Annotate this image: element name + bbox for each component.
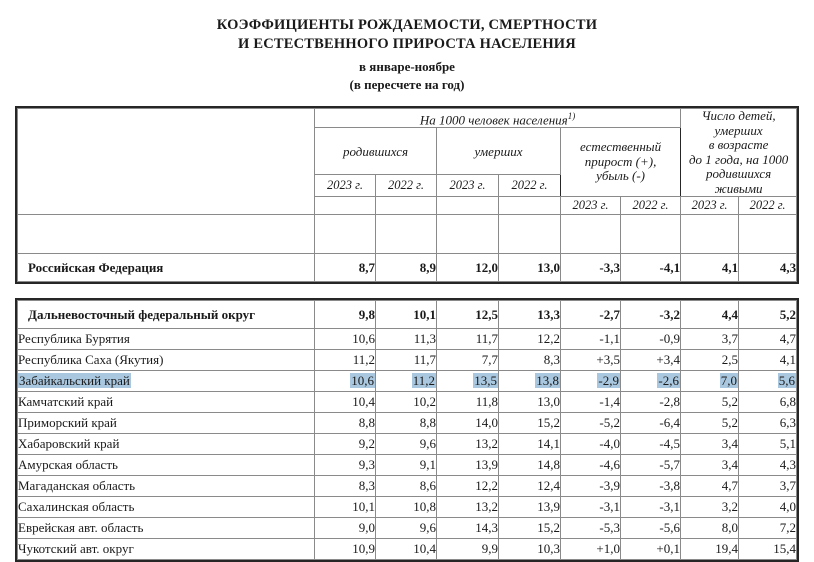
- cell-value: 2,5: [721, 352, 738, 367]
- cell-died-2023: [437, 392, 499, 413]
- cell-value: 14,0: [475, 415, 498, 430]
- table-gap: [0, 284, 814, 298]
- table-row[interactable]: [18, 350, 797, 371]
- cell-natural-2023: [561, 476, 621, 497]
- cell-value: 5,6: [778, 373, 795, 388]
- cell-born-2023: [315, 434, 376, 455]
- row-label-region: [18, 329, 315, 350]
- cell-natural-2022: [621, 518, 681, 539]
- cell-value: 10,4: [413, 541, 436, 556]
- cell-born-2022: [376, 476, 437, 497]
- region-label-text: Приморский край: [18, 415, 117, 430]
- header-per-1000-population: [315, 109, 681, 128]
- header-died-label: умерших: [437, 128, 561, 174]
- cell-born-2022: [376, 371, 437, 392]
- cell-value: -5,2: [599, 415, 620, 430]
- rf-born-2022: 8,9: [376, 254, 437, 282]
- cell-born-2023: [315, 518, 376, 539]
- cell-infant-2022: [739, 392, 797, 413]
- cell-died-2022: [499, 434, 561, 455]
- cell-value: 10,3: [537, 541, 560, 556]
- cell-natural-2022: [621, 455, 681, 476]
- cell-died-2022: [499, 329, 561, 350]
- header-born-2023: 2023 г.: [315, 174, 376, 196]
- header-infant-line-3: в возрасте: [708, 137, 769, 152]
- region-label-text: Амурская область: [18, 457, 118, 472]
- cell-infant-2023: [681, 434, 739, 455]
- header-born-2022: 2022 г.: [376, 174, 437, 196]
- cell-value: -2,9: [598, 373, 619, 388]
- cell-value: 8,6: [419, 478, 436, 493]
- header-row-group1: [18, 109, 797, 128]
- cell-infant-2022: [739, 350, 797, 371]
- cell-infant-2022: [739, 455, 797, 476]
- cell-born-2023: [315, 476, 376, 497]
- rf-natural-2022: -4,1: [621, 254, 681, 282]
- cell-natural-2022: [621, 329, 681, 350]
- cell-value: 9,6: [419, 436, 436, 451]
- header-natural-2023: 2023 г.: [561, 197, 621, 215]
- row-label-region: [18, 455, 315, 476]
- region-label-text: Чукотский авт. округ: [18, 541, 134, 556]
- cell-died-2022: [499, 392, 561, 413]
- cell-value: +3,4: [656, 352, 680, 367]
- national-table-frame: [15, 106, 799, 284]
- cell-born-2023: [315, 329, 376, 350]
- cell-value: 13,5: [474, 373, 497, 388]
- cell-value: 13,2: [475, 499, 498, 514]
- cell-born-2023: [315, 392, 376, 413]
- cell-born-2023: [315, 413, 376, 434]
- cell-value: 10,8: [413, 499, 436, 514]
- cell-born-2022: [376, 434, 437, 455]
- dfo-infant-2022: 5,2: [739, 301, 797, 329]
- cell-value: 13,8: [536, 373, 559, 388]
- header-infant-2023: 2023 г.: [681, 197, 739, 215]
- cell-born-2022: [376, 539, 437, 560]
- cell-value: 8,8: [358, 415, 375, 430]
- cell-natural-2023: [561, 371, 621, 392]
- cell-value: 3,4: [721, 436, 738, 451]
- dfo-died-2022: 13,3: [499, 301, 561, 329]
- cell-value: 10,1: [352, 499, 375, 514]
- cell-value: 19,4: [715, 541, 738, 556]
- cell-infant-2022: [739, 371, 797, 392]
- cell-born-2022: [376, 413, 437, 434]
- cell-natural-2023: [561, 539, 621, 560]
- cell-value: 11,7: [475, 331, 498, 346]
- cell-value: 12,2: [475, 478, 498, 493]
- cell-infant-2022: [739, 413, 797, 434]
- cell-value: -0,9: [659, 331, 680, 346]
- page-title-line-1: КОЭФФИЦИЕНТЫ РОЖДАЕМОСТИ, СМЕРТНОСТИ: [216, 17, 598, 33]
- spacer-infant-2023: [681, 215, 739, 254]
- cell-natural-2023: [561, 413, 621, 434]
- header-born-label: родившихся: [315, 128, 437, 174]
- cell-value: 3,2: [721, 499, 738, 514]
- cell-died-2023: [437, 518, 499, 539]
- cell-born-2023: [315, 497, 376, 518]
- cell-value: 6,3: [779, 415, 796, 430]
- cell-value: 10,2: [413, 394, 436, 409]
- cell-value: 14,1: [537, 436, 560, 451]
- cell-died-2022: [499, 413, 561, 434]
- cell-natural-2023: [561, 455, 621, 476]
- region-label-text: Камчатский край: [18, 394, 114, 409]
- row-label-russian-federation: Российская Федерация: [18, 254, 315, 282]
- header-spacer-born-2023: [315, 197, 376, 215]
- cell-value: -5,7: [659, 457, 680, 472]
- cell-value: -6,4: [659, 415, 680, 430]
- table-row[interactable]: [18, 497, 797, 518]
- cell-infant-2023: [681, 392, 739, 413]
- cell-born-2023: [315, 539, 376, 560]
- table-row[interactable]: [18, 434, 797, 455]
- cell-infant-2023: [681, 476, 739, 497]
- cell-value: -3,8: [659, 478, 680, 493]
- cell-died-2022: [499, 497, 561, 518]
- cell-value: -3,9: [599, 478, 620, 493]
- table-row[interactable]: [18, 413, 797, 434]
- cell-died-2023: [437, 476, 499, 497]
- cell-value: -2,6: [658, 373, 679, 388]
- table-row[interactable]: [18, 476, 797, 497]
- region-label-text: Республика Саха (Якутия): [18, 352, 164, 367]
- header-infant-2022: 2022 г.: [739, 197, 797, 215]
- header-died-2023: 2023 г.: [437, 174, 499, 196]
- table-row-far-eastern-district[interactable]: [18, 301, 797, 329]
- cell-value: 7,0: [720, 373, 737, 388]
- cell-value: 9,9: [481, 541, 498, 556]
- cell-born-2023: [315, 371, 376, 392]
- rf-infant-2023: 4,1: [681, 254, 739, 282]
- cell-value: 8,3: [543, 352, 560, 367]
- cell-infant-2023: [681, 455, 739, 476]
- cell-value: 9,2: [358, 436, 375, 451]
- header-infant-mortality: [681, 109, 797, 197]
- rf-died-2022: 13,0: [499, 254, 561, 282]
- cell-died-2023: [437, 497, 499, 518]
- cell-value: 7,2: [779, 520, 796, 535]
- cell-value: 15,2: [537, 520, 560, 535]
- header-infant-line-4: до 1 года, на 1000: [688, 151, 789, 167]
- cell-value: -1,1: [599, 331, 620, 346]
- cell-infant-2022: [739, 497, 797, 518]
- cell-value: -1,4: [599, 394, 620, 409]
- header-infant-line-5: родившихся: [706, 166, 772, 181]
- row-label-region: [18, 350, 315, 371]
- cell-born-2022: [376, 518, 437, 539]
- rf-died-2023: 12,0: [437, 254, 499, 282]
- cell-infant-2022: [739, 518, 797, 539]
- cell-natural-2022: [621, 350, 681, 371]
- header-natural-line-2: прирост (+),: [584, 153, 657, 169]
- cell-value: -4,5: [659, 436, 680, 451]
- cell-died-2023: [437, 350, 499, 371]
- cell-natural-2023: [561, 350, 621, 371]
- cell-infant-2023: [681, 371, 739, 392]
- cell-infant-2023: [681, 329, 739, 350]
- cell-died-2022: [499, 350, 561, 371]
- dfo-natural-2023: -2,7: [561, 301, 621, 329]
- table-row-russian-federation[interactable]: [18, 254, 797, 282]
- cell-natural-2023: [561, 434, 621, 455]
- spacer-natural-2022: [621, 215, 681, 254]
- cell-value: 4,1: [779, 352, 796, 367]
- cell-value: 10,6: [352, 331, 375, 346]
- header-natural-increase: [561, 128, 681, 197]
- cell-value: 3,4: [721, 457, 738, 472]
- cell-value: 4,7: [721, 478, 738, 493]
- cell-natural-2022: [621, 413, 681, 434]
- header-natural-2022: 2022 г.: [621, 197, 681, 215]
- dfo-died-2023: 12,5: [437, 301, 499, 329]
- cell-value: 15,2: [537, 415, 560, 430]
- cell-natural-2023: [561, 518, 621, 539]
- region-label-text: Хабаровский край: [18, 436, 120, 451]
- page-title-line-2: И ЕСТЕСТВЕННОГО ПРИРОСТА НАСЕЛЕНИЯ: [238, 36, 576, 52]
- cell-value: 11,2: [352, 352, 375, 367]
- table-row[interactable]: [18, 539, 797, 560]
- cell-value: +0,1: [656, 541, 680, 556]
- cell-infant-2023: [681, 539, 739, 560]
- cell-natural-2022: [621, 371, 681, 392]
- table-row[interactable]: [18, 371, 797, 392]
- cell-value: 4,3: [779, 457, 796, 472]
- cell-natural-2023: [561, 497, 621, 518]
- cell-born-2022: [376, 497, 437, 518]
- header-footnote-marker: 1): [567, 111, 576, 121]
- cell-born-2022: [376, 350, 437, 371]
- header-stub-cell: [18, 109, 315, 215]
- region-label-text: Еврейская авт. область: [18, 520, 144, 535]
- dfo-born-2022: 10,1: [376, 301, 437, 329]
- dfo-infant-2023: 4,4: [681, 301, 739, 329]
- cell-born-2023: [315, 455, 376, 476]
- table-row[interactable]: [18, 455, 797, 476]
- header-infant-line-2: умерших: [714, 122, 763, 138]
- cell-value: 11,3: [413, 331, 436, 346]
- cell-value: 12,2: [537, 331, 560, 346]
- cell-value: 15,4: [773, 541, 796, 556]
- cell-value: 5,1: [779, 436, 796, 451]
- row-label-region: [18, 539, 315, 560]
- cell-value: -5,3: [599, 520, 620, 535]
- cell-value: 9,1: [419, 457, 436, 472]
- cell-born-2022: [376, 329, 437, 350]
- cell-infant-2022: [739, 329, 797, 350]
- cell-value: -5,6: [659, 520, 680, 535]
- cell-born-2022: [376, 455, 437, 476]
- row-label-region: [18, 413, 315, 434]
- cell-value: 14,3: [475, 520, 498, 535]
- cell-natural-2022: [621, 476, 681, 497]
- region-label-text: Сахалинская область: [18, 499, 135, 514]
- cell-value: 9,6: [419, 520, 436, 535]
- cell-value: 8,0: [721, 520, 738, 535]
- cell-value: 3,7: [721, 331, 738, 346]
- stub-spacer: [18, 215, 315, 254]
- cell-value: 10,6: [351, 373, 374, 388]
- table-row[interactable]: [18, 518, 797, 539]
- cell-died-2022: [499, 455, 561, 476]
- spacer-natural-2023: [561, 215, 621, 254]
- spacer-died-2023: [437, 215, 499, 254]
- row-label-region: [18, 371, 315, 392]
- cell-value: 8,3: [358, 478, 375, 493]
- region-label-text: Магаданская область: [18, 478, 136, 493]
- header-infant-line-1: Число детей,: [701, 108, 776, 123]
- title-block: [0, 0, 814, 94]
- cell-value: -3,1: [659, 499, 680, 514]
- rf-infant-2022: 4,3: [739, 254, 797, 282]
- header-per-1000-label: На 1000 человек населения: [419, 112, 568, 128]
- cell-natural-2022: [621, 497, 681, 518]
- cell-value: 3,7: [779, 478, 796, 493]
- cell-value: 8,8: [419, 415, 436, 430]
- cell-value: 7,7: [481, 352, 498, 367]
- cell-value: 11,8: [475, 394, 498, 409]
- table-row[interactable]: [18, 329, 797, 350]
- cell-value: 13,2: [475, 436, 498, 451]
- cell-value: -3,1: [599, 499, 620, 514]
- spacer-born-2023: [315, 215, 376, 254]
- cell-value: 11,7: [413, 352, 436, 367]
- cell-natural-2022: [621, 392, 681, 413]
- header-blank-row: [18, 215, 797, 254]
- cell-natural-2023: [561, 392, 621, 413]
- cell-natural-2022: [621, 539, 681, 560]
- cell-died-2022: [499, 476, 561, 497]
- row-label-region: [18, 497, 315, 518]
- region-label-text: Республика Бурятия: [18, 331, 130, 346]
- cell-natural-2022: [621, 434, 681, 455]
- region-label-text: Забайкальский край: [19, 373, 130, 388]
- table-row[interactable]: [18, 392, 797, 413]
- row-label-region: [18, 434, 315, 455]
- cell-value: +1,0: [596, 541, 620, 556]
- district-table: [17, 300, 797, 560]
- rf-born-2023: 8,7: [315, 254, 376, 282]
- header-spacer-died-2022: [499, 197, 561, 215]
- dfo-born-2023: 9,8: [315, 301, 376, 329]
- district-table-body: [18, 301, 797, 329]
- spacer-died-2022: [499, 215, 561, 254]
- district-table-frame: [15, 298, 799, 562]
- cell-value: 13,9: [475, 457, 498, 472]
- cell-infant-2022: [739, 434, 797, 455]
- cell-value: 12,4: [537, 478, 560, 493]
- cell-value: -4,0: [599, 436, 620, 451]
- cell-infant-2022: [739, 476, 797, 497]
- page-subtitle-annualized: (в пересчете на год): [349, 77, 465, 92]
- cell-value: 6,8: [779, 394, 796, 409]
- cell-value: 4,0: [779, 499, 796, 514]
- row-label-region: [18, 476, 315, 497]
- cell-infant-2023: [681, 413, 739, 434]
- row-label-region: [18, 518, 315, 539]
- national-table: [17, 108, 797, 282]
- cell-value: 4,7: [779, 331, 796, 346]
- header-infant-line-6: живыми: [714, 180, 763, 196]
- region-rows-body: [18, 329, 797, 560]
- cell-died-2022: [499, 371, 561, 392]
- cell-value: -4,6: [599, 457, 620, 472]
- cell-value: 13,9: [537, 499, 560, 514]
- cell-value: 14,8: [537, 457, 560, 472]
- row-label-far-eastern-district: Дальневосточный федеральный округ: [18, 301, 315, 329]
- cell-value: 11,2: [412, 373, 435, 388]
- cell-died-2022: [499, 518, 561, 539]
- rf-natural-2023: -3,3: [561, 254, 621, 282]
- cell-infant-2023: [681, 350, 739, 371]
- page-subtitle-period: в январе-ноябре: [359, 59, 455, 74]
- cell-infant-2023: [681, 497, 739, 518]
- cell-born-2023: [315, 350, 376, 371]
- cell-died-2023: [437, 455, 499, 476]
- cell-value: -2,8: [659, 394, 680, 409]
- cell-infant-2023: [681, 518, 739, 539]
- cell-infant-2022: [739, 539, 797, 560]
- spacer-infant-2022: [739, 215, 797, 254]
- cell-value: 5,2: [721, 394, 738, 409]
- cell-value: 5,2: [721, 415, 738, 430]
- cell-value: 9,0: [358, 520, 375, 535]
- cell-natural-2023: [561, 329, 621, 350]
- header-natural-line-3: убыль (-): [596, 168, 645, 184]
- cell-died-2023: [437, 371, 499, 392]
- cell-died-2023: [437, 329, 499, 350]
- row-label-region: [18, 392, 315, 413]
- cell-value: 10,9: [352, 541, 375, 556]
- cell-born-2022: [376, 392, 437, 413]
- cell-died-2023: [437, 539, 499, 560]
- cell-value: 13,0: [537, 394, 560, 409]
- cell-value: +3,5: [596, 352, 620, 367]
- cell-died-2023: [437, 434, 499, 455]
- cell-value: 9,3: [358, 457, 375, 472]
- cell-died-2023: [437, 413, 499, 434]
- spacer-born-2022: [376, 215, 437, 254]
- header-spacer-died-2023: [437, 197, 499, 215]
- dfo-natural-2022: -3,2: [621, 301, 681, 329]
- cell-died-2022: [499, 539, 561, 560]
- header-natural-line-1: естественный: [579, 139, 662, 155]
- header-spacer-born-2022: [376, 197, 437, 215]
- cell-value: 10,4: [352, 394, 375, 409]
- header-died-2022: 2022 г.: [499, 174, 561, 196]
